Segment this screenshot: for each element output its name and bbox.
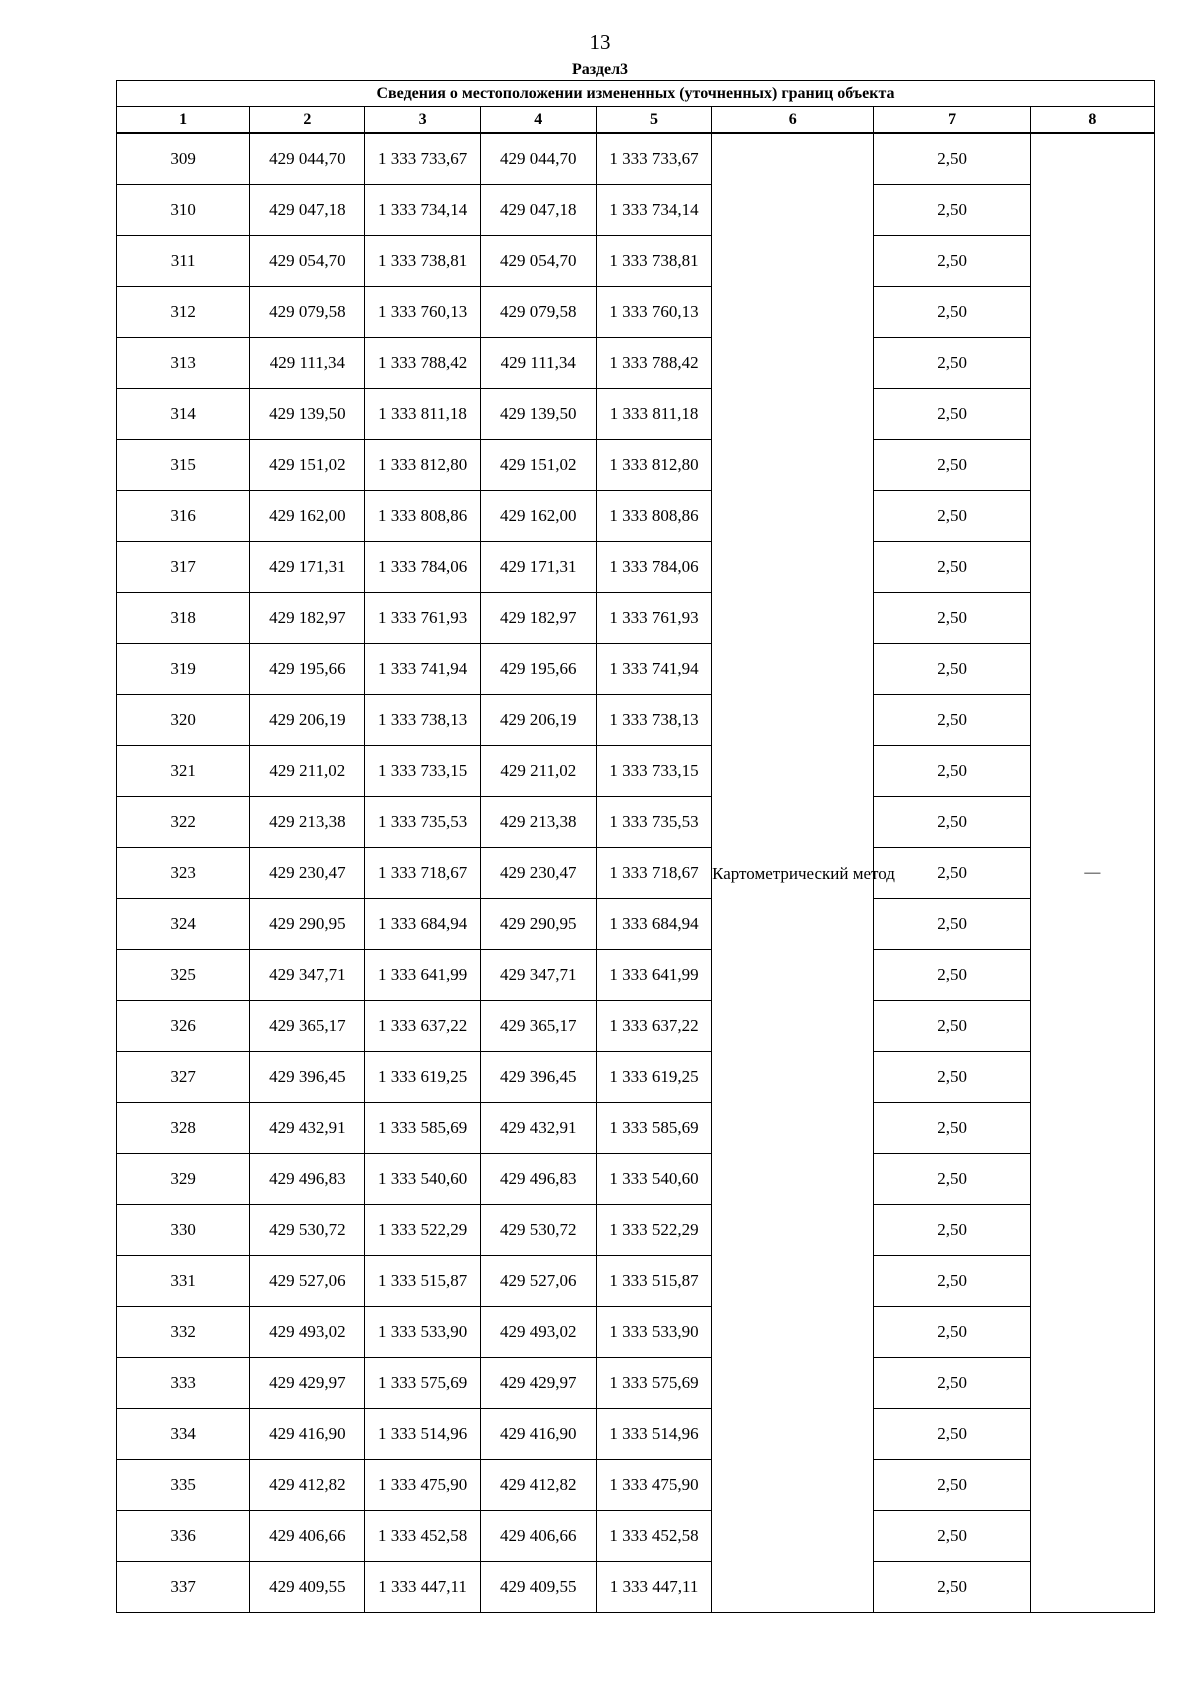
x-coordinate-cell: 429 195,66 [250, 644, 365, 695]
x-coordinate-cell: 429 047,18 [250, 185, 365, 236]
x-coordinate-cell: 429 429,97 [480, 1358, 596, 1409]
y-coordinate-cell: 1 333 760,13 [596, 287, 711, 338]
column-header: 3 [365, 107, 480, 134]
y-coordinate-cell: 1 333 812,80 [596, 440, 711, 491]
y-coordinate-cell: 1 333 641,99 [365, 950, 480, 1001]
point-number-cell: 317 [117, 542, 250, 593]
y-coordinate-cell: 1 333 575,69 [596, 1358, 711, 1409]
x-coordinate-cell: 429 079,58 [250, 287, 365, 338]
y-coordinate-cell: 1 333 515,87 [596, 1256, 711, 1307]
point-number-cell: 333 [117, 1358, 250, 1409]
table-row [117, 542, 1155, 593]
table-row [117, 1562, 1155, 1613]
accuracy-cell: 2,50 [874, 185, 1030, 236]
y-coordinate-cell: 1 333 475,90 [596, 1460, 711, 1511]
x-coordinate-cell: 429 213,38 [250, 797, 365, 848]
x-coordinate-cell: 429 493,02 [250, 1307, 365, 1358]
x-coordinate-cell: 429 412,82 [480, 1460, 596, 1511]
y-coordinate-cell: 1 333 733,67 [596, 133, 711, 185]
y-coordinate-cell: 1 333 684,94 [596, 899, 711, 950]
table-row [117, 236, 1155, 287]
column-header: 8 [1030, 107, 1154, 134]
x-coordinate-cell: 429 230,47 [250, 848, 365, 899]
x-coordinate-cell: 429 230,47 [480, 848, 596, 899]
x-coordinate-cell: 429 496,83 [250, 1154, 365, 1205]
accuracy-cell: 2,50 [874, 389, 1030, 440]
point-number-cell: 319 [117, 644, 250, 695]
table-row [117, 1052, 1155, 1103]
table-row [117, 1001, 1155, 1052]
x-coordinate-cell: 429 182,97 [250, 593, 365, 644]
y-coordinate-cell: 1 333 735,53 [596, 797, 711, 848]
y-coordinate-cell: 1 333 619,25 [365, 1052, 480, 1103]
x-coordinate-cell: 429 162,00 [250, 491, 365, 542]
y-coordinate-cell: 1 333 637,22 [365, 1001, 480, 1052]
x-coordinate-cell: 429 409,55 [480, 1562, 596, 1613]
y-coordinate-cell: 1 333 788,42 [365, 338, 480, 389]
y-coordinate-cell: 1 333 761,93 [365, 593, 480, 644]
accuracy-cell: 2,50 [874, 1001, 1030, 1052]
y-coordinate-cell: 1 333 734,14 [365, 185, 480, 236]
column-header: 6 [712, 107, 874, 134]
x-coordinate-cell: 429 406,66 [480, 1511, 596, 1562]
table-row [117, 133, 1155, 185]
table-row [117, 1256, 1155, 1307]
accuracy-cell: 2,50 [874, 1052, 1030, 1103]
x-coordinate-cell: 429 139,50 [250, 389, 365, 440]
table-row [117, 1205, 1155, 1256]
accuracy-cell: 2,50 [874, 848, 1030, 899]
x-coordinate-cell: 429 211,02 [480, 746, 596, 797]
column-header: 4 [480, 107, 596, 134]
y-coordinate-cell: 1 333 733,67 [365, 133, 480, 185]
x-coordinate-cell: 429 530,72 [250, 1205, 365, 1256]
point-number-cell: 328 [117, 1103, 250, 1154]
point-number-cell: 320 [117, 695, 250, 746]
point-number-cell: 313 [117, 338, 250, 389]
y-coordinate-cell: 1 333 452,58 [596, 1511, 711, 1562]
point-number-cell: 335 [117, 1460, 250, 1511]
note-cell: — [1030, 133, 1154, 1613]
table-row [117, 1409, 1155, 1460]
x-coordinate-cell: 429 211,02 [250, 746, 365, 797]
accuracy-cell: 2,50 [874, 797, 1030, 848]
accuracy-cell: 2,50 [874, 1256, 1030, 1307]
y-coordinate-cell: 1 333 738,81 [596, 236, 711, 287]
table-row [117, 1154, 1155, 1205]
x-coordinate-cell: 429 416,90 [480, 1409, 596, 1460]
x-coordinate-cell: 429 493,02 [480, 1307, 596, 1358]
x-coordinate-cell: 429 347,71 [250, 950, 365, 1001]
table-row [117, 1511, 1155, 1562]
table-row [117, 797, 1155, 848]
table-row [117, 644, 1155, 695]
column-header: 1 [117, 107, 250, 134]
point-number-cell: 336 [117, 1511, 250, 1562]
y-coordinate-cell: 1 333 741,94 [365, 644, 480, 695]
y-coordinate-cell: 1 333 533,90 [365, 1307, 480, 1358]
y-coordinate-cell: 1 333 585,69 [596, 1103, 711, 1154]
x-coordinate-cell: 429 054,70 [250, 236, 365, 287]
x-coordinate-cell: 429 206,19 [480, 695, 596, 746]
x-coordinate-cell: 429 496,83 [480, 1154, 596, 1205]
accuracy-cell: 2,50 [874, 287, 1030, 338]
x-coordinate-cell: 429 213,38 [480, 797, 596, 848]
y-coordinate-cell: 1 333 447,11 [596, 1562, 711, 1613]
x-coordinate-cell: 429 406,66 [250, 1511, 365, 1562]
accuracy-cell: 2,50 [874, 1409, 1030, 1460]
x-coordinate-cell: 429 365,17 [480, 1001, 596, 1052]
x-coordinate-cell: 429 206,19 [250, 695, 365, 746]
column-header: 7 [874, 107, 1030, 134]
x-coordinate-cell: 429 527,06 [480, 1256, 596, 1307]
point-number-cell: 324 [117, 899, 250, 950]
y-coordinate-cell: 1 333 735,53 [365, 797, 480, 848]
x-coordinate-cell: 429 416,90 [250, 1409, 365, 1460]
x-coordinate-cell: 429 111,34 [480, 338, 596, 389]
x-coordinate-cell: 429 182,97 [480, 593, 596, 644]
y-coordinate-cell: 1 333 733,15 [596, 746, 711, 797]
section-title: Раздел3 [571, 61, 629, 78]
x-coordinate-cell: 429 409,55 [250, 1562, 365, 1613]
table-row [117, 593, 1155, 644]
y-coordinate-cell: 1 333 641,99 [596, 950, 711, 1001]
x-coordinate-cell: 429 365,17 [250, 1001, 365, 1052]
table-row [117, 1460, 1155, 1511]
x-coordinate-cell: 429 054,70 [480, 236, 596, 287]
y-coordinate-cell: 1 333 734,14 [596, 185, 711, 236]
table-row [117, 848, 1155, 899]
y-coordinate-cell: 1 333 447,11 [365, 1562, 480, 1613]
point-number-cell: 309 [117, 133, 250, 185]
y-coordinate-cell: 1 333 540,60 [365, 1154, 480, 1205]
x-coordinate-cell: 429 111,34 [250, 338, 365, 389]
y-coordinate-cell: 1 333 637,22 [596, 1001, 711, 1052]
page-number: 13 [589, 30, 611, 54]
accuracy-cell: 2,50 [874, 1358, 1030, 1409]
accuracy-cell: 2,50 [874, 1205, 1030, 1256]
y-coordinate-cell: 1 333 575,69 [365, 1358, 480, 1409]
point-number-cell: 314 [117, 389, 250, 440]
y-coordinate-cell: 1 333 684,94 [365, 899, 480, 950]
x-coordinate-cell: 429 290,95 [250, 899, 365, 950]
y-coordinate-cell: 1 333 515,87 [365, 1256, 480, 1307]
y-coordinate-cell: 1 333 514,96 [596, 1409, 711, 1460]
point-number-cell: 312 [117, 287, 250, 338]
accuracy-cell: 2,50 [874, 338, 1030, 389]
column-header: 5 [596, 107, 711, 134]
x-coordinate-cell: 429 195,66 [480, 644, 596, 695]
y-coordinate-cell: 1 333 808,86 [596, 491, 711, 542]
point-number-cell: 311 [117, 236, 250, 287]
x-coordinate-cell: 429 162,00 [480, 491, 596, 542]
point-number-cell: 318 [117, 593, 250, 644]
column-header-row [117, 107, 1155, 134]
point-number-cell: 329 [117, 1154, 250, 1205]
y-coordinate-cell: 1 333 784,06 [365, 542, 480, 593]
y-coordinate-cell: 1 333 738,81 [365, 236, 480, 287]
x-coordinate-cell: 429 396,45 [480, 1052, 596, 1103]
point-number-cell: 325 [117, 950, 250, 1001]
point-number-cell: 327 [117, 1052, 250, 1103]
method-cell: Картометрический метод [712, 133, 874, 1613]
x-coordinate-cell: 429 171,31 [250, 542, 365, 593]
x-coordinate-cell: 429 151,02 [250, 440, 365, 491]
x-coordinate-cell: 429 044,70 [250, 133, 365, 185]
accuracy-cell: 2,50 [874, 695, 1030, 746]
table-row [117, 287, 1155, 338]
y-coordinate-cell: 1 333 741,94 [596, 644, 711, 695]
accuracy-cell: 2,50 [874, 1103, 1030, 1154]
boundary-coordinates-table [116, 80, 1155, 1613]
y-coordinate-cell: 1 333 733,15 [365, 746, 480, 797]
y-coordinate-cell: 1 333 718,67 [596, 848, 711, 899]
x-coordinate-cell: 429 432,91 [250, 1103, 365, 1154]
accuracy-cell: 2,50 [874, 236, 1030, 287]
y-coordinate-cell: 1 333 788,42 [596, 338, 711, 389]
y-coordinate-cell: 1 333 585,69 [365, 1103, 480, 1154]
x-coordinate-cell: 429 044,70 [480, 133, 596, 185]
table-row [117, 440, 1155, 491]
point-number-cell: 331 [117, 1256, 250, 1307]
y-coordinate-cell: 1 333 718,67 [365, 848, 480, 899]
y-coordinate-cell: 1 333 812,80 [365, 440, 480, 491]
table-row [117, 491, 1155, 542]
y-coordinate-cell: 1 333 784,06 [596, 542, 711, 593]
table-row [117, 338, 1155, 389]
accuracy-cell: 2,50 [874, 440, 1030, 491]
y-coordinate-cell: 1 333 761,93 [596, 593, 711, 644]
table-row [117, 950, 1155, 1001]
x-coordinate-cell: 429 079,58 [480, 287, 596, 338]
column-header: 2 [250, 107, 365, 134]
accuracy-cell: 2,50 [874, 644, 1030, 695]
y-coordinate-cell: 1 333 811,18 [596, 389, 711, 440]
point-number-cell: 322 [117, 797, 250, 848]
y-coordinate-cell: 1 333 514,96 [365, 1409, 480, 1460]
point-number-cell: 337 [117, 1562, 250, 1613]
table-row [117, 899, 1155, 950]
accuracy-cell: 2,50 [874, 746, 1030, 797]
accuracy-cell: 2,50 [874, 491, 1030, 542]
x-coordinate-cell: 429 290,95 [480, 899, 596, 950]
x-coordinate-cell: 429 171,31 [480, 542, 596, 593]
table-row [117, 389, 1155, 440]
x-coordinate-cell: 429 139,50 [480, 389, 596, 440]
point-number-cell: 321 [117, 746, 250, 797]
x-coordinate-cell: 429 396,45 [250, 1052, 365, 1103]
point-number-cell: 323 [117, 848, 250, 899]
point-number-cell: 315 [117, 440, 250, 491]
x-coordinate-cell: 429 347,71 [480, 950, 596, 1001]
y-coordinate-cell: 1 333 475,90 [365, 1460, 480, 1511]
accuracy-cell: 2,50 [874, 1562, 1030, 1613]
table-row [117, 1307, 1155, 1358]
y-coordinate-cell: 1 333 808,86 [365, 491, 480, 542]
table-row [117, 1103, 1155, 1154]
accuracy-cell: 2,50 [874, 542, 1030, 593]
accuracy-cell: 2,50 [874, 1460, 1030, 1511]
point-number-cell: 310 [117, 185, 250, 236]
accuracy-cell: 2,50 [874, 899, 1030, 950]
y-coordinate-cell: 1 333 738,13 [365, 695, 480, 746]
accuracy-cell: 2,50 [874, 593, 1030, 644]
y-coordinate-cell: 1 333 452,58 [365, 1511, 480, 1562]
y-coordinate-cell: 1 333 760,13 [365, 287, 480, 338]
accuracy-cell: 2,50 [874, 1511, 1030, 1562]
table-body [117, 133, 1155, 1613]
point-number-cell: 316 [117, 491, 250, 542]
accuracy-cell: 2,50 [874, 950, 1030, 1001]
y-coordinate-cell: 1 333 738,13 [596, 695, 711, 746]
x-coordinate-cell: 429 047,18 [480, 185, 596, 236]
y-coordinate-cell: 1 333 522,29 [596, 1205, 711, 1256]
table-row [117, 695, 1155, 746]
x-coordinate-cell: 429 151,02 [480, 440, 596, 491]
y-coordinate-cell: 1 333 540,60 [596, 1154, 711, 1205]
table-row [117, 746, 1155, 797]
accuracy-cell: 2,50 [874, 133, 1030, 185]
x-coordinate-cell: 429 429,97 [250, 1358, 365, 1409]
y-coordinate-cell: 1 333 619,25 [596, 1052, 711, 1103]
table-row [117, 185, 1155, 236]
point-number-cell: 334 [117, 1409, 250, 1460]
y-coordinate-cell: 1 333 522,29 [365, 1205, 480, 1256]
x-coordinate-cell: 429 412,82 [250, 1460, 365, 1511]
point-number-cell: 326 [117, 1001, 250, 1052]
point-number-cell: 330 [117, 1205, 250, 1256]
point-number-cell: 332 [117, 1307, 250, 1358]
y-coordinate-cell: 1 333 533,90 [596, 1307, 711, 1358]
table-row [117, 1358, 1155, 1409]
x-coordinate-cell: 429 530,72 [480, 1205, 596, 1256]
y-coordinate-cell: 1 333 811,18 [365, 389, 480, 440]
table-caption: Сведения о местоположении измененных (уточненных) границ объекта [117, 81, 1155, 107]
accuracy-cell: 2,50 [874, 1154, 1030, 1205]
x-coordinate-cell: 429 432,91 [480, 1103, 596, 1154]
accuracy-cell: 2,50 [874, 1307, 1030, 1358]
x-coordinate-cell: 429 527,06 [250, 1256, 365, 1307]
